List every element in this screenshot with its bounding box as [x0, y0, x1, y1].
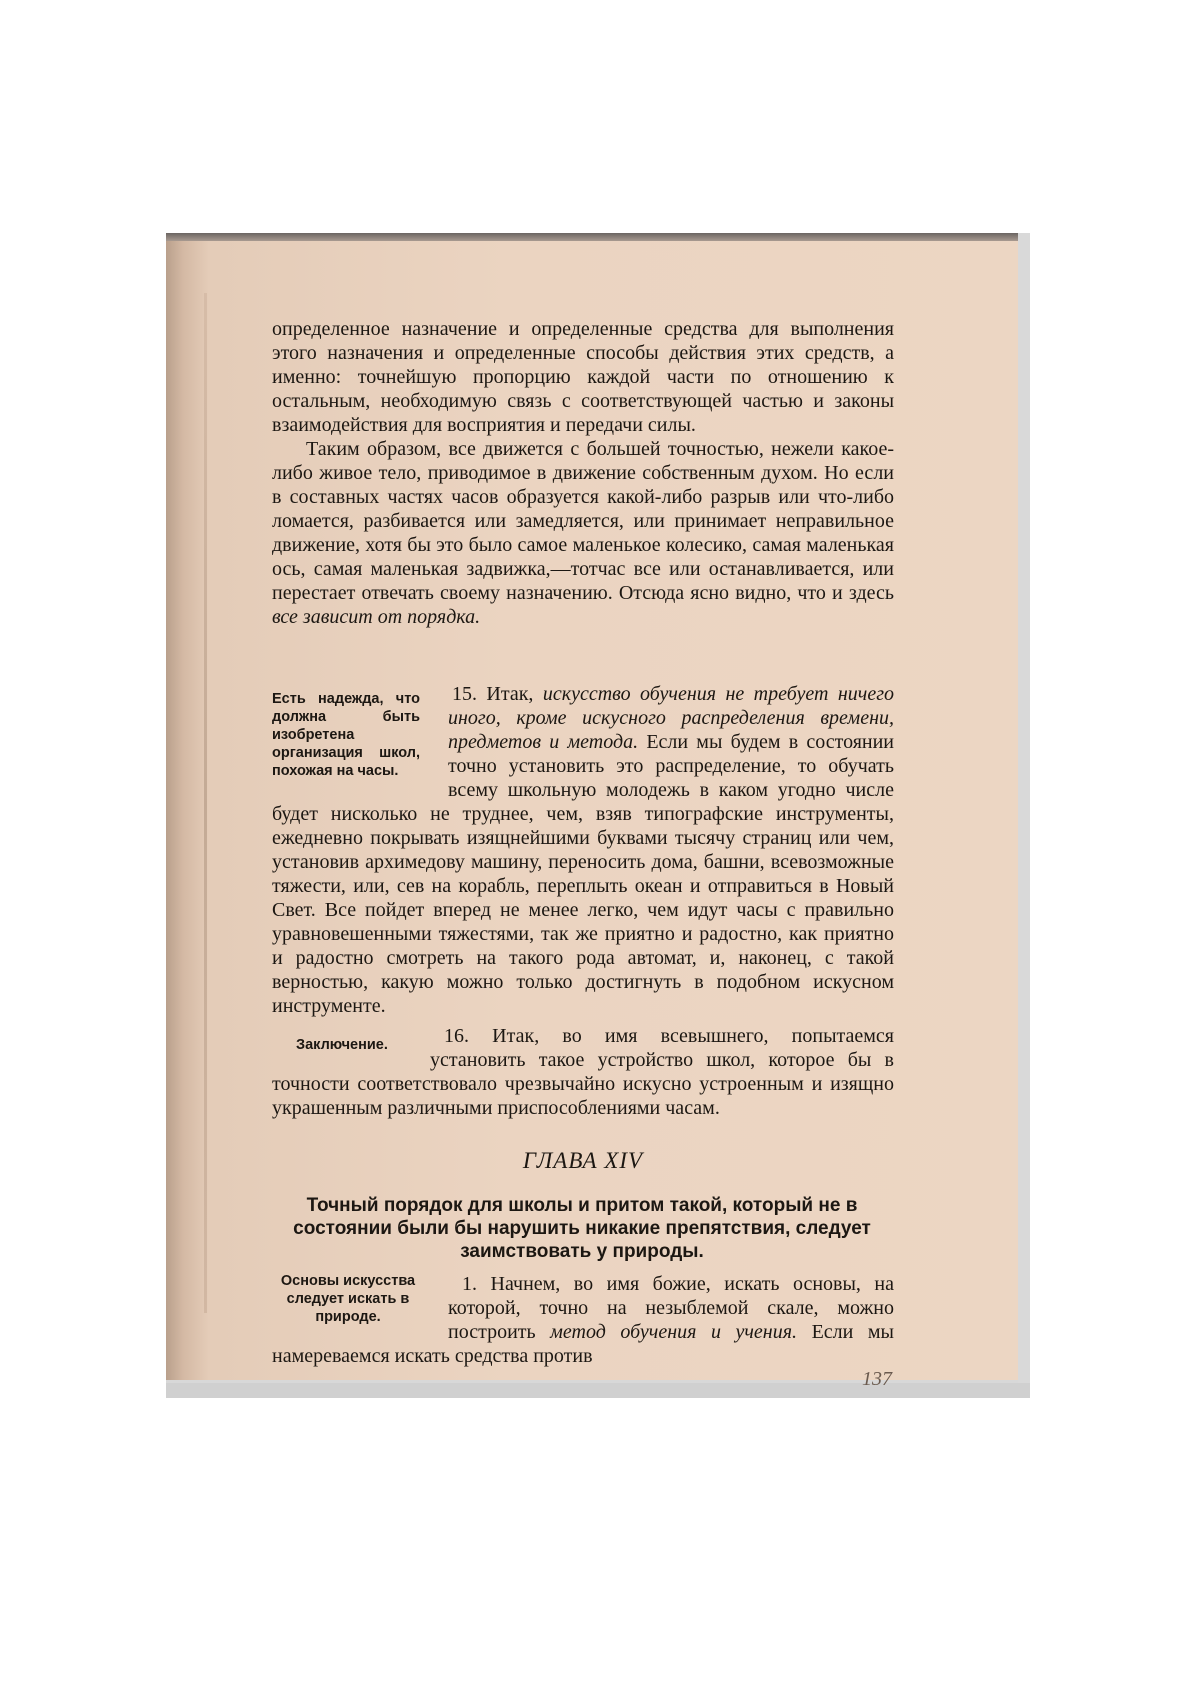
- paragraph-15-block: [272, 682, 894, 1018]
- margin-float-16: [272, 1024, 430, 1068]
- paragraph-15-number: 15. Итак,: [452, 683, 543, 705]
- margin-float-15: [272, 682, 448, 798]
- paragraph-1: [272, 1272, 894, 1368]
- margin-float-1: [272, 1272, 448, 1344]
- paragraph-14-text: Таким образом, все движется с большей точностью, нежели какое-либо живое тело, приводимое в движение собственным духом. Но если в составных частях часов образуется какой-либо разрыв или что-либо ломается, разбивается или замедляется, или принимает неправильное движение, хотя бы это было самое маленькое колесико, самая маленькая ось, самая маленькая задвижка,—тотчас все или останавливается, или перестает отвечать своему назначению. Отсюда ясно видно, что и здесь: [272, 438, 894, 604]
- chapter-heading: Точный порядок для школы и притом такой, который не в состоянии были бы нарушить никакие препятствия, следует заимствовать у природы.: [293, 1195, 871, 1262]
- margin-note-conclusion: Заключение.: [296, 1037, 388, 1053]
- margin-note-hope: Есть надежда, что должна быть изобретена организация школ, похожая на часы.: [272, 691, 420, 779]
- paragraph-15: [272, 682, 894, 1018]
- paragraph-14: [272, 437, 894, 629]
- scan-edge-shadow: [1018, 233, 1030, 1398]
- scan-bottom-shadow: [166, 1383, 1030, 1398]
- paragraph-1-tail: Если мы намереваемся искать средства против: [272, 1321, 894, 1367]
- chapter-title: ГЛАВА XIV: [522, 1148, 644, 1173]
- body-top: [272, 317, 894, 629]
- margin-note-nature: Основы искусства следует искать в природе.: [280, 1273, 416, 1325]
- paragraph-intro: определенное назначение и определенные средства для выполнения этого назначения и определенные способы действия этих средств, а именно: точнейшую пропорцию каждой части по отношению к остальным, необходимую связь с соответствующей частью и законы взаимодействия для восприятия и передачи силы.: [272, 318, 894, 436]
- paragraph-1-text: 1. Начнем, во имя божие, искать основы, на которой, точно на незыблемой скале, можно построить: [448, 1273, 894, 1343]
- paragraph-16: [272, 1024, 894, 1120]
- paragraph-16-block: [272, 1024, 894, 1120]
- paragraph-14-emphasis: все зависит от порядка.: [272, 606, 481, 628]
- paragraph-1-emphasis: метод обучения и учения.: [550, 1321, 798, 1343]
- page-number: 137: [862, 1368, 892, 1390]
- paragraph-16-text: 16. Итак, во имя всевышнего, попытаемся установить такое устройство школ, которое бы в точности соответствовало чрезвычайно искусно устроенным и изящно украшенным различными приспособлениями часам.: [272, 1025, 894, 1119]
- paragraph-15-emphasis: искусство обучения не требует ничего иного, кроме искусного распределения времени, предметов и метода.: [448, 683, 895, 753]
- paragraph-1-block: [272, 1272, 894, 1368]
- paragraph-15-text: Если мы будем в состоянии точно установить это распределение, то обучать всему школьную молодежь в каком угодно числе будет нисколько не труднее, чем, взяв типографские инструменты, ежедневно покрывать изящнейшими буквами тысячу страниц или чем, установив архимедову машину, переносить дома, башни, всевозможные тяжести, или, сев на корабль, переплыть океан и отправиться в Новый Свет. Все пойдет вперед не менее легко, чем идут часы с правильно уравновешенными тяжестями, так же приятно и радостно, как приятно и радостно смотреть на такого рода автомат, и, наконец, с такой верностью, какую можно только достигнуть в подобном искусном инструменте.: [272, 731, 895, 1017]
